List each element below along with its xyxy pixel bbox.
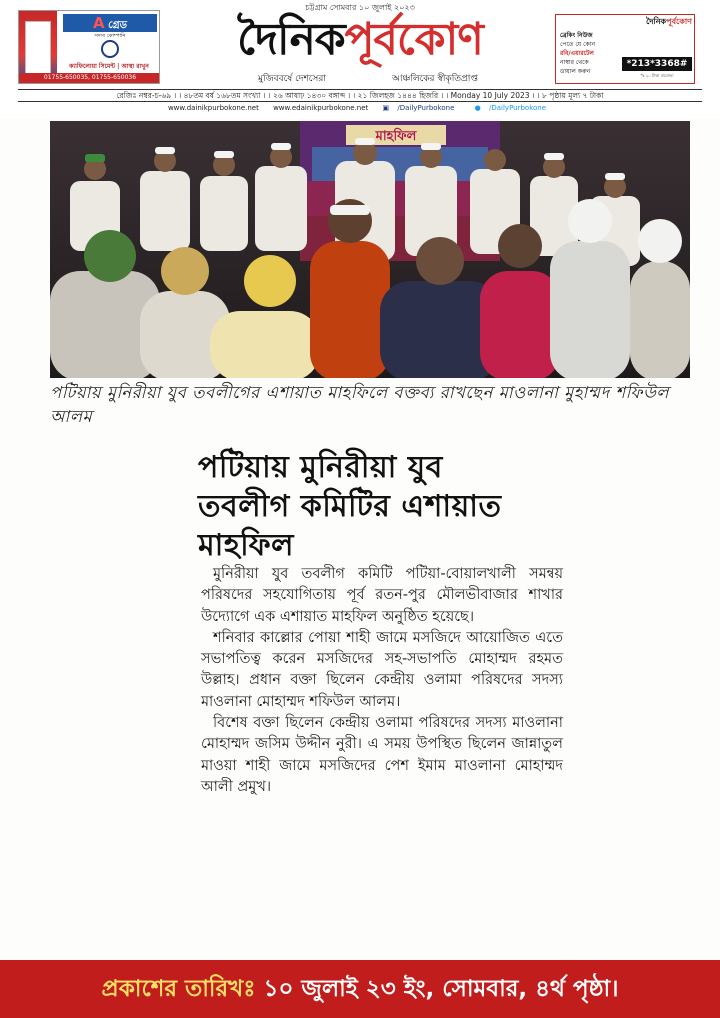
newspaper-title	[180, 12, 540, 68]
newspaper-masthead	[0, 0, 720, 118]
ad-right-head: দৈনিকপূর্বকোণ	[556, 15, 695, 29]
issue-info-bar: রেজিঃ নম্বর-চ-৬৯ । । ৪৮তম বর্ষ ১৬৮তম সংখ্যা । । ২৬ আষাঢ় ১৪৩০ বঙ্গাব্দ । । ২১ জিলহজ ১৪৪৪ হিজরি । । Monday 10 July 2023 । । ৮ পৃষ্ঠায় মূল্য ৭ টাকা	[18, 89, 702, 102]
publication-label: প্রকাশের তারিখঃ	[101, 976, 256, 1002]
ad-phone: 01755-650035, 01755-650036	[19, 73, 160, 83]
news-photo	[50, 121, 690, 378]
ad-emblem-icon	[101, 40, 119, 58]
publication-date-bar	[0, 960, 720, 1018]
website-link: www.dainikpurbokone.net	[167, 104, 259, 112]
ad-fine-print: *৳ ২০ টাকা প্রযোজ্য	[640, 73, 674, 78]
event-photo-illustration	[50, 121, 690, 378]
title-part-2: পূর্বকোণ	[344, 14, 483, 65]
ad-right-body: ব্রেকিং নিউজ পেতে যে কোন রবি/এয়ারটেল নাম্বার থেকে ডায়াল করুন	[560, 32, 596, 75]
top-dateline: চট্টগ্রাম সোমবার ১০ জুলাই ২০২৩	[305, 3, 415, 12]
article-paragraph: শনিবার কাল্লোর পোয়া শাহী জামে মসজিদে আয়োজিত এতে সভাপতিত্ব করেন মসজিদের সহ-সভাপতি মোহাম্মদ রহমত উল্লাহ। প্রধান বক্তা ছিলেন কেন্দ্রীয় ওলামা পরিষদের সদস্য মাওলানা মোহাম্মদ শফিউল আলম।	[201, 629, 563, 710]
facebook-link: ▣ /DailyPurbokone	[382, 104, 455, 112]
website-bar	[0, 104, 720, 112]
publication-details: ১০ জুলাই ২৩ ইং, সোমবার, ৪র্থ পৃষ্ঠা।	[263, 976, 619, 1002]
right-advertisement	[555, 14, 695, 84]
article-headline: পটিয়ায় মুনিরীয়া যুব তবলীগ কমিটির এশায়াত মাহফিল	[198, 450, 502, 563]
twitter-link: ● /DailyPurbokone	[474, 104, 547, 112]
ad-brand: A গ্রেড	[63, 14, 157, 32]
tagline-left: মুজিববর্ষে দেশসেরা	[258, 74, 326, 84]
article-paragraph: বিশেষ বক্তা ছিলেন কেন্দ্রীয় ওলামা পরিষদের সদস্য মাওলানা মোহাম্মদ জসিম উদ্দীন নুরী। এ সময় উপস্থিত ছিলেন জান্নাতুল মাওয়া শাহী জামে মসজিদের পেশ ইমাম মাওলানা মোহাম্মদ আলী প্রমুখ।	[201, 715, 563, 795]
ad-dial-code: *213*3368#	[622, 57, 692, 71]
article-paragraph: মুনিরীয়া যুব তবলীগ কমিটি পটিয়া-বোয়ালখালী সমন্বয় পরিষদের সহযোগিতায় পূর্ব রতন-পুর মৌলভীবাজার শাখার উদ্যোগে এক এশায়াত মাহফিল অনুষ্ঠিত হয়েছে।	[201, 566, 563, 625]
photo-caption: পটিয়ায় মুনিরীয়া যুব তবলীগের এশায়াত মাহফিলে বক্তব্য রাখছেন মাওলানা মুহাম্মদ শফিউল আলম	[50, 383, 670, 426]
ad-brand-sub: সদস্য কোম্পানি	[94, 33, 126, 39]
banner-text: মাহফিল	[375, 129, 417, 144]
tagline-right: আঞ্চলিকের স্বীকৃতিপ্রাপ্ত	[392, 74, 478, 84]
left-advertisement	[18, 10, 160, 84]
ad-slogan: ক্যাফিলোয়া সিমেন্ট | আস্থা রাখুন	[69, 63, 149, 70]
epaper-link: www.edainikpurbokone.net	[273, 104, 369, 112]
title-part-1: দৈনিক	[237, 14, 345, 65]
article-body	[201, 564, 563, 798]
